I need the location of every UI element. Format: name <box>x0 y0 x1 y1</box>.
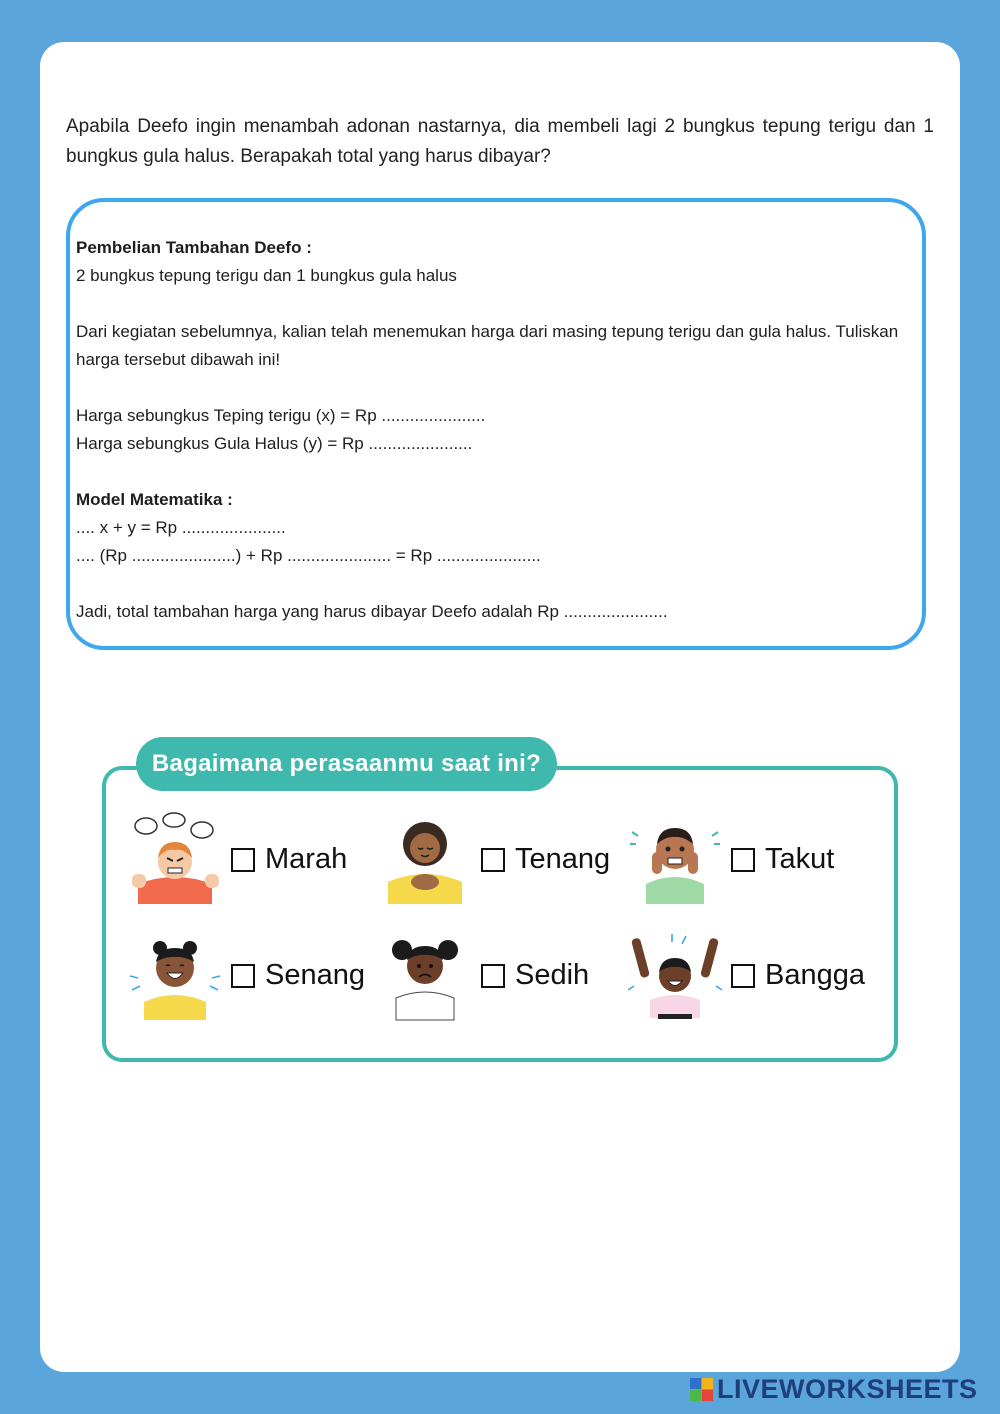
liveworksheets-text: LIVEWORKSHEETS <box>717 1373 978 1404</box>
conclusion-field[interactable]: Jadi, total tambahan harga yang harus dibayar Deefo adalah Rp ...................... <box>76 602 668 621</box>
happy-child-icon <box>128 928 223 1023</box>
checkbox-marah[interactable] <box>231 848 255 872</box>
liveworksheets-logo <box>690 1374 978 1404</box>
checkbox-senang[interactable] <box>231 964 255 988</box>
label-tenang: Tenang <box>515 843 611 875</box>
checkbox-tenang[interactable] <box>481 848 505 872</box>
price-x-field[interactable]: Harga sebungkus Teping terigu (x) = Rp ...................... <box>76 406 486 425</box>
purchase-heading: Pembelian Tambahan Deefo : <box>76 238 312 257</box>
calm-child-icon <box>378 812 473 907</box>
model-line-1[interactable]: .... x + y = Rp ...................... <box>76 518 286 537</box>
work-content <box>76 234 906 626</box>
angry-child-icon <box>128 812 223 907</box>
checkbox-bangga[interactable] <box>731 964 755 988</box>
proud-child-icon <box>628 928 723 1023</box>
model-heading: Model Matematika : <box>76 490 233 509</box>
label-senang: Senang <box>265 959 365 991</box>
emotion-marah[interactable] <box>128 812 347 907</box>
purchase-detail: 2 bungkus tepung terigu dan 1 bungkus gula halus <box>76 266 457 285</box>
label-sedih: Sedih <box>515 959 590 991</box>
label-bangga: Bangga <box>765 959 865 991</box>
emotion-tenang[interactable] <box>378 812 610 907</box>
scared-child-icon <box>628 812 723 907</box>
sad-child-icon <box>378 928 473 1023</box>
emotion-takut[interactable] <box>628 812 834 907</box>
question-text: Apabila Deefo ingin menambah adonan nastarnya, dia membeli lagi 2 bungkus tepung terigu dan 1 bungkus gula halus. Berapakah total yang harus dibayar? <box>66 116 934 167</box>
model-line-2[interactable]: .... (Rp ......................) + Rp ...................... = Rp ...................... <box>76 546 541 565</box>
checkbox-sedih[interactable] <box>481 964 505 988</box>
liveworksheets-mark-icon <box>690 1378 713 1401</box>
emotion-senang[interactable] <box>128 928 365 1023</box>
emotion-bangga[interactable] <box>628 928 865 1023</box>
label-marah: Marah <box>265 843 348 875</box>
feelings-title: Bagaimana perasaanmu saat ini? <box>136 737 557 791</box>
label-takut: Takut <box>765 843 835 875</box>
instruction-text: Dari kegiatan sebelumnya, kalian telah menemukan harga dari masing tepung terigu dan gula halus. Tuliskan harga tersebut dibawah ini! <box>76 322 899 369</box>
checkbox-takut[interactable] <box>731 848 755 872</box>
price-y-field[interactable]: Harga sebungkus Gula Halus (y) = Rp ...................... <box>76 434 473 453</box>
emotion-sedih[interactable] <box>378 928 589 1023</box>
